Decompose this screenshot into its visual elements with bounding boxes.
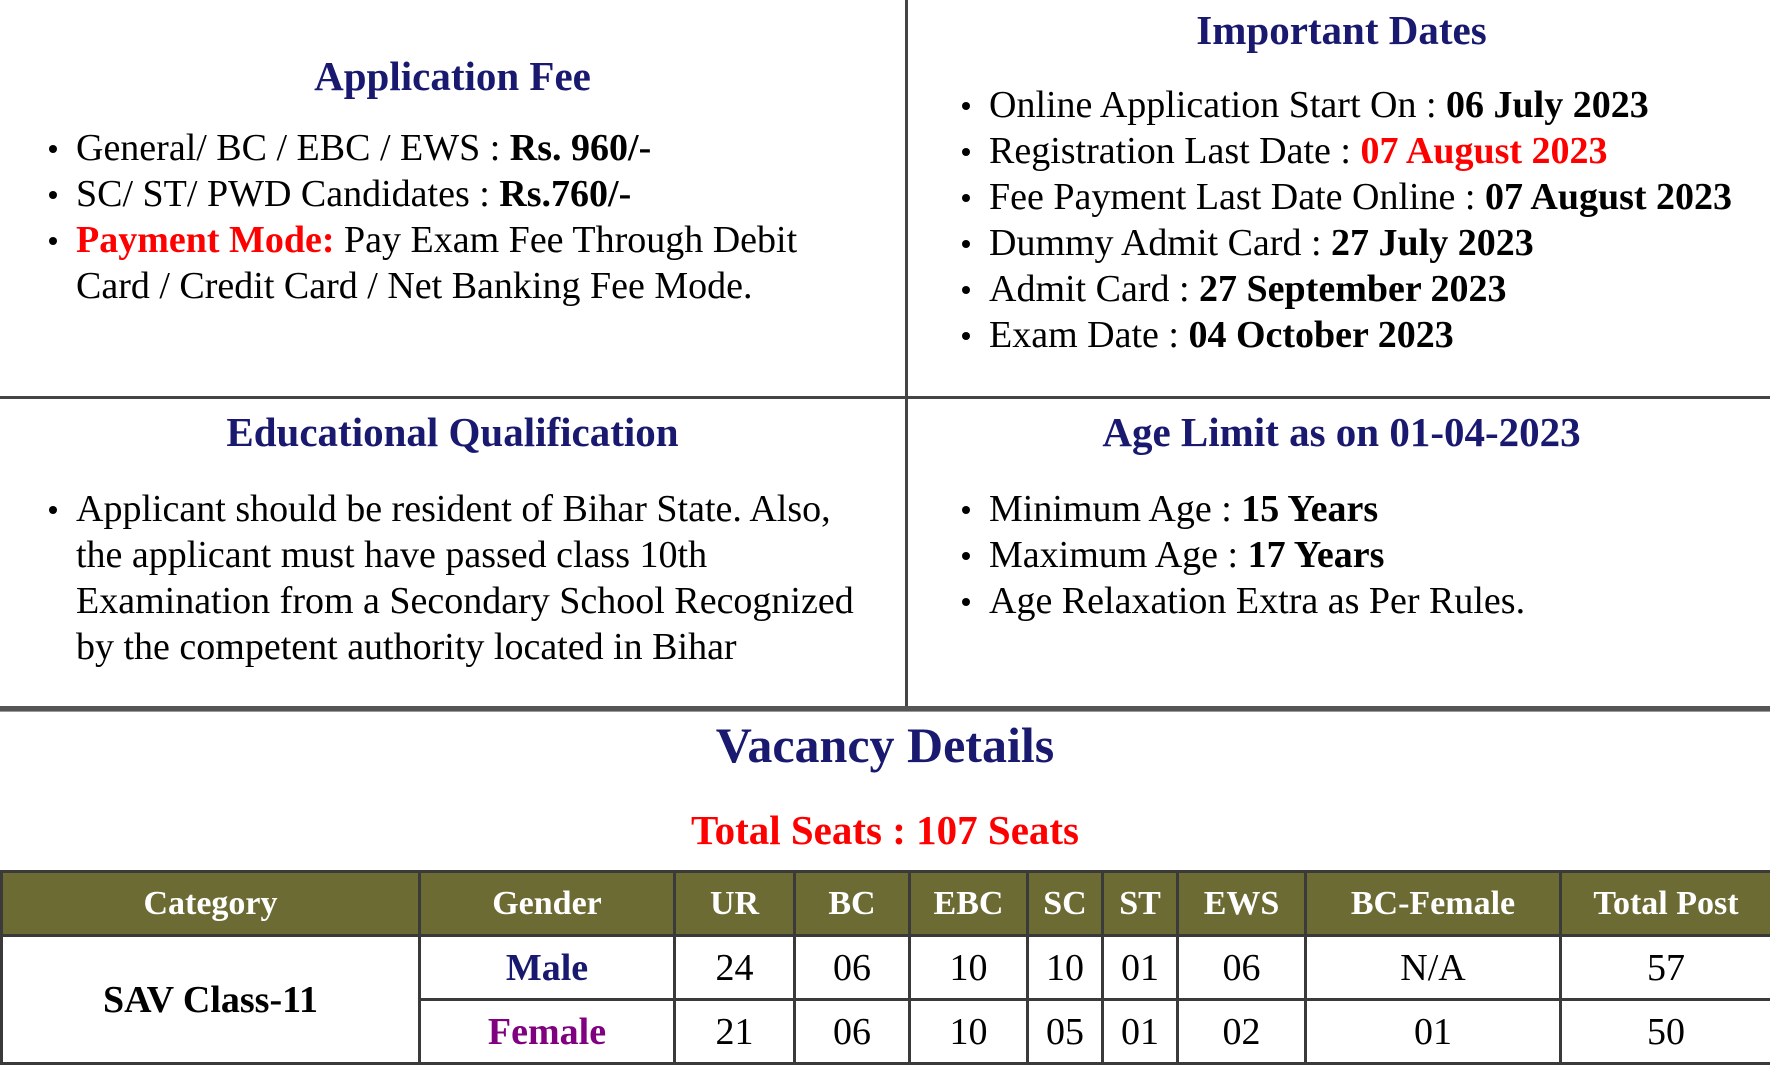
- table-cell: 21: [675, 1000, 795, 1064]
- payment-mode-label: Payment Mode:: [76, 219, 335, 261]
- column-divider: [905, 0, 908, 707]
- column-header: Total Post: [1561, 872, 1770, 936]
- qualification-text: Examination from a Secondary School Recognized: [76, 580, 854, 622]
- age-label: Age Relaxation Extra as Per Rules.: [989, 580, 1525, 622]
- date-value: 07 August 2023: [1485, 176, 1732, 218]
- date-value: 27 July 2023: [1331, 222, 1534, 264]
- list-item: [913, 486, 1770, 532]
- important-dates-section: [913, 6, 1770, 358]
- qualification-text: by the competent authority located in Bihar: [76, 626, 737, 668]
- table-cell: 24: [675, 936, 795, 1000]
- list-item: [913, 174, 1770, 220]
- age-label: Minimum Age :: [989, 488, 1241, 530]
- table-cell: 01: [1103, 936, 1178, 1000]
- column-header: UR: [675, 872, 795, 936]
- age-limit-list: [913, 486, 1770, 624]
- age-limit-heading: Age Limit as on 01-04-2023: [913, 408, 1770, 456]
- payment-mode-text: Pay Exam Fee Through Debit: [335, 219, 798, 261]
- date-value: 07 August 2023: [1360, 130, 1607, 172]
- educational-qualification-heading: Educational Qualification: [0, 408, 905, 456]
- table-cell: 02: [1178, 1000, 1306, 1064]
- date-label: Fee Payment Last Date Online :: [989, 176, 1485, 218]
- fee-label: General/ BC / EBC / EWS :: [76, 127, 510, 169]
- list-item: [913, 532, 1770, 578]
- row-divider: [0, 396, 1770, 399]
- age-value: 17 Years: [1248, 534, 1385, 576]
- important-dates-list: [913, 82, 1770, 358]
- column-header: Category: [2, 872, 420, 936]
- gender-cell: Male: [420, 936, 675, 1000]
- list-item: [0, 171, 905, 217]
- column-header: BC-Female: [1306, 872, 1561, 936]
- qualification-list: [0, 486, 905, 670]
- column-header: EWS: [1178, 872, 1306, 936]
- date-label: Exam Date :: [989, 314, 1188, 356]
- table-cell: 06: [795, 936, 910, 1000]
- date-label: Admit Card :: [989, 268, 1199, 310]
- fee-label: SC/ ST/ PWD Candidates :: [76, 173, 499, 215]
- table-cell: 01: [1306, 1000, 1561, 1064]
- column-header: Gender: [420, 872, 675, 936]
- vacancy-details-heading: Vacancy Details: [0, 716, 1770, 774]
- category-cell: SAV Class-11: [2, 936, 420, 1064]
- total-seats-label: Total Seats : 107 Seats: [0, 806, 1770, 854]
- fee-value: Rs. 960/-: [510, 127, 651, 169]
- list-item: [913, 578, 1770, 624]
- date-label: Dummy Admit Card :: [989, 222, 1331, 264]
- age-limit-section: [913, 408, 1770, 624]
- table-cell: 01: [1103, 1000, 1178, 1064]
- application-fee-section: [0, 52, 905, 309]
- qualification-text: Applicant should be resident of Bihar State. Also,: [76, 488, 831, 530]
- application-fee-list: [0, 125, 905, 309]
- table-cell: 10: [1028, 936, 1103, 1000]
- payment-mode-text: Card / Credit Card / Net Banking Fee Mode.: [76, 265, 753, 307]
- list-item: [0, 486, 905, 670]
- date-label: Registration Last Date :: [989, 130, 1360, 172]
- qualification-text: the applicant must have passed class 10th: [76, 534, 707, 576]
- vacancy-table: [0, 870, 1770, 1065]
- table-row: [2, 936, 1770, 1000]
- list-item: [0, 217, 905, 309]
- list-item: [913, 312, 1770, 358]
- educational-qualification-section: [0, 408, 905, 670]
- list-item: [913, 128, 1770, 174]
- list-item: [913, 266, 1770, 312]
- date-value: 04 October 2023: [1188, 314, 1453, 356]
- table-cell: N/A: [1306, 936, 1561, 1000]
- table-cell: 10: [910, 936, 1028, 1000]
- table-cell: 06: [1178, 936, 1306, 1000]
- important-dates-heading: Important Dates: [913, 6, 1770, 54]
- date-value: 27 September 2023: [1199, 268, 1507, 310]
- column-header: BC: [795, 872, 910, 936]
- age-label: Maximum Age :: [989, 534, 1248, 576]
- list-item: [0, 125, 905, 171]
- table-cell: 06: [795, 1000, 910, 1064]
- table-cell: 05: [1028, 1000, 1103, 1064]
- table-header-row: [2, 872, 1770, 936]
- table-cell: 10: [910, 1000, 1028, 1064]
- column-header: SC: [1028, 872, 1103, 936]
- table-cell: 50: [1561, 1000, 1770, 1064]
- list-item: [913, 82, 1770, 128]
- fee-value: Rs.760/-: [499, 173, 631, 215]
- table-cell: 57: [1561, 936, 1770, 1000]
- list-item: [913, 220, 1770, 266]
- date-label: Online Application Start On :: [989, 84, 1446, 126]
- gender-cell: Female: [420, 1000, 675, 1064]
- application-fee-heading: Application Fee: [0, 52, 905, 100]
- section-divider: [0, 706, 1770, 712]
- column-header: ST: [1103, 872, 1178, 936]
- column-header: EBC: [910, 872, 1028, 936]
- date-value: 06 July 2023: [1446, 84, 1649, 126]
- age-value: 15 Years: [1241, 488, 1378, 530]
